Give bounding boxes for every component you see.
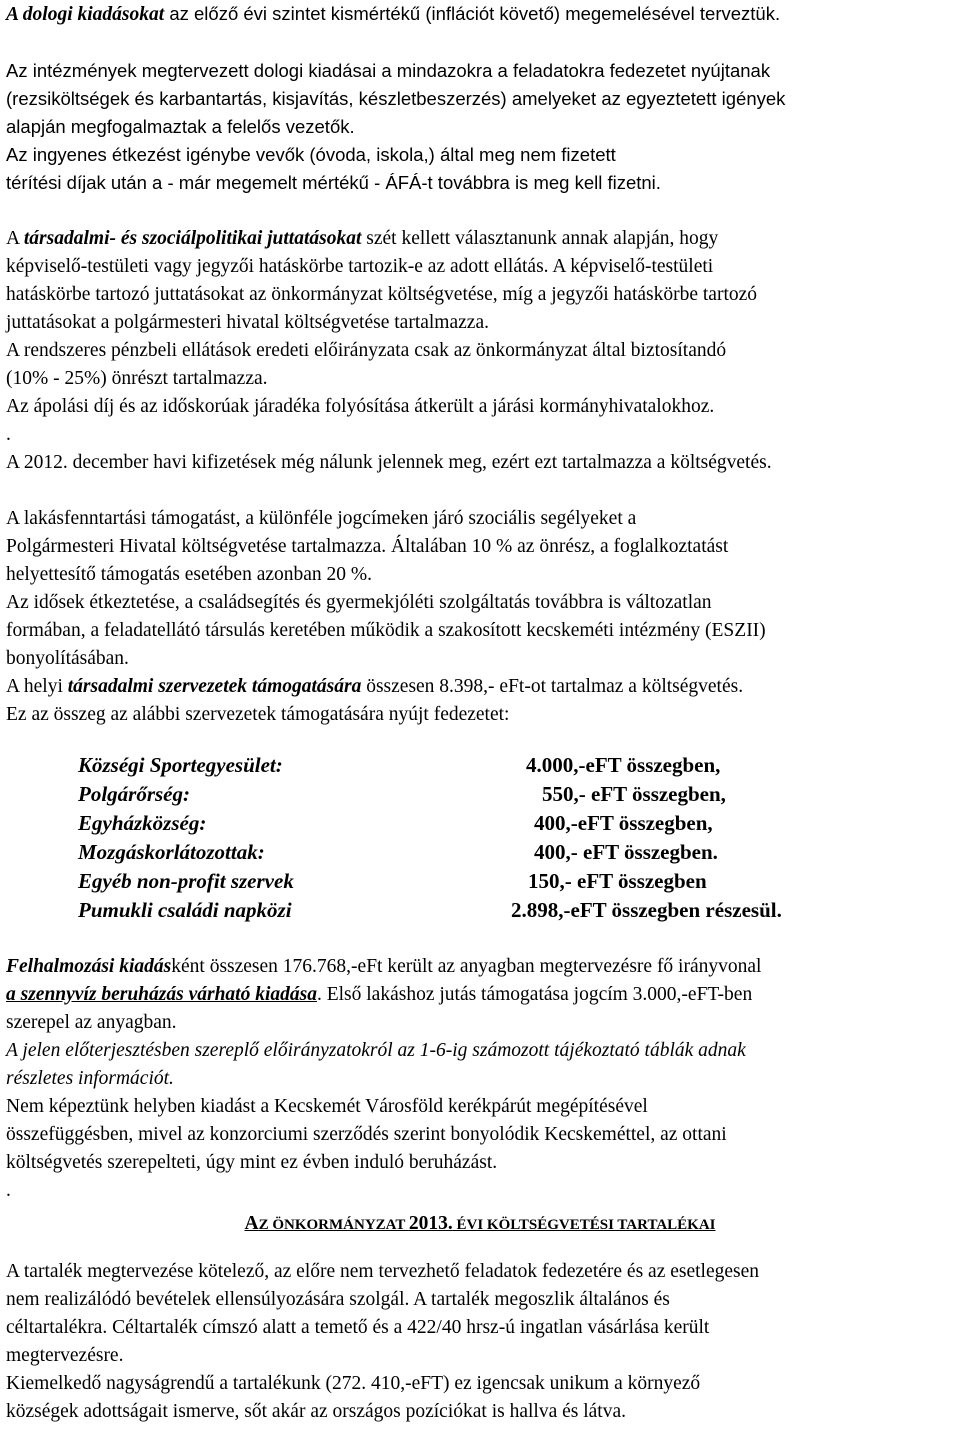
list-item	[6, 840, 954, 870]
document-page	[6, 0, 954, 1426]
org-amount: 150,- eFT összegben	[528, 869, 707, 893]
text-line: Az intézmények megtervezett dologi kiadásai a mindazokra a feladatokra fedezetet nyújtanak	[6, 60, 771, 81]
organization-support-list	[6, 753, 954, 943]
spacer	[6, 29, 954, 57]
heading-year: 2013.	[408, 1213, 453, 1234]
text-line: Nem képeztünk helyben kiadást a Kecskemét Városföld kerékpárút megépítésével	[6, 1096, 648, 1117]
text-fragment: A	[6, 228, 24, 249]
text-line: (rezsiköltségek és karbantartás, kisjavítás, készletbeszerzés) amelyeket az egyeztetett igények	[6, 88, 786, 109]
text-fragment: ként összesen 176.768,-eFt került az anyagban megtervezésre fő irányvonal	[171, 956, 762, 977]
org-amount: 550,- eFT összegben,	[542, 782, 726, 806]
text-line: hatáskörbe tartozó juttatásokat az önkormányzat költségvetése, míg a jegyzői hatáskörbe tartozó	[6, 284, 758, 305]
text-line: .	[6, 1180, 11, 1201]
text-fragment: szét kellett választanunk annak alapján, hogy	[361, 228, 719, 249]
text-line: költségvetés szerepelteti, úgy mint ez évben induló beruházást.	[6, 1152, 498, 1173]
text-line: megtervezésre.	[6, 1345, 124, 1366]
org-name: Egyházközség:	[78, 811, 207, 835]
emphasis-dologi-kiadasok: A dologi kiadásokat	[6, 4, 165, 25]
paragraph-dologi-kiadasok	[6, 0, 954, 29]
text-line: (10% - 25%) önrészt tartalmazza.	[6, 368, 268, 389]
paragraph-intezmenyek	[6, 57, 954, 141]
list-item	[6, 782, 954, 812]
org-name: Pumukli családi napközi	[78, 898, 292, 922]
text-line: Az ápolási díj és az időskorúak járadéka folyósítása átkerült a járási kormányhivatalokhoz.	[6, 396, 715, 417]
text-line: formában, a feladatellátó társulás keretében működik a szakosított kecskeméti intézmény (ESZII)	[6, 620, 766, 641]
text-line: A rendszeres pénzbeli ellátások eredeti előirányzata csak az önkormányzat által biztosítandó	[6, 340, 727, 361]
org-amount: 4.000,-eFT összegben,	[526, 753, 721, 777]
list-item	[6, 753, 954, 783]
org-amount: 2.898,-eFT összegben részesül.	[511, 898, 782, 922]
text-line	[6, 673, 954, 701]
spacer	[6, 943, 954, 953]
text-line: Kiemelkedő nagyságrendű a tartalékunk (272. 410,-eFT) ez igencsak unikum a környező	[6, 1373, 701, 1394]
section-heading-tartalekok	[6, 1209, 954, 1240]
emphasis-tarsadalmi-szervezetek: társadalmi szervezetek támogatására	[67, 676, 362, 697]
list-item	[6, 898, 954, 928]
text-line: összefüggésben, mivel az konzorciumi szerződés szerint bonyolódik Kecskeméttel, az ottani	[6, 1124, 727, 1145]
org-name: Egyéb non-profit szervek	[78, 869, 294, 893]
text-line: A tartalék megtervezése kötelező, az előre nem tervezhető feladatok fedezetére és az esetlegesen	[6, 1261, 760, 1282]
text-fragment: A helyi	[6, 676, 68, 697]
text-line	[6, 981, 954, 1009]
org-name: Polgárőrség:	[78, 782, 190, 806]
text-line: községek adottságait ismerve, sőt akár az országos pozíciókat is hallva és látva.	[6, 1401, 626, 1422]
text-fragment: . Első lakáshoz jutás támogatása jogcím 3.000,-eFT-ben	[316, 984, 753, 1005]
text-line: juttatásokat a polgármesteri hivatal költségvetése tartalmazza.	[6, 312, 489, 333]
paragraph-tartalek	[6, 1258, 954, 1426]
org-name: Községi Sportegyesület:	[78, 753, 283, 777]
paragraph-ingyenes-etkezes	[6, 141, 954, 197]
text-line	[6, 225, 954, 253]
heading-initial: A	[244, 1213, 259, 1234]
text-line: részletes információt.	[6, 1068, 174, 1089]
text-line: helyettesítő támogatás esetében azonban 20 %.	[6, 564, 373, 585]
org-amount: 400,-eFT összegben,	[534, 811, 713, 835]
spacer	[6, 477, 954, 505]
text-line: nem realizálódó bevételek ellensúlyozására szolgál. A tartalék megoszlik általános és	[6, 1289, 670, 1310]
list-item	[6, 869, 954, 899]
text-line: .	[6, 424, 11, 445]
spacer	[6, 1240, 954, 1258]
text-line: Polgármesteri Hivatal költségvetése tartalmazza. Általában 10 % az önrész, a foglalkoztatást	[6, 536, 729, 557]
text-line: szerepel az anyagban.	[6, 1012, 177, 1033]
text-line	[6, 953, 954, 981]
text-line: képviselő-testületi vagy jegyzői hatáskörbe tartozik-e az adott ellátás. A képviselő-testületi	[6, 256, 714, 277]
emphasis-felhalmozasi-kiadas: Felhalmozási kiadás	[6, 956, 172, 977]
emphasis-tarsadalmi-juttatasok: társadalmi- és szociálpolitikai juttatásokat	[23, 228, 362, 249]
list-item	[6, 811, 954, 841]
text-line: alapján megfogalmaztak a felelős vezetők.	[6, 116, 355, 137]
text-line: térítési díjak után a - már megemelt mértékű - ÁFÁ-t továbbra is meg kell fizetni.	[6, 172, 661, 193]
heading-fragment: Z ÖNKORMÁNYZAT	[258, 1217, 409, 1233]
text-line: Ez az összeg az alábbi szervezetek támogatására nyújt fedezetet:	[6, 704, 510, 725]
text-line: az előző évi szintet kismértékű (inflációt követő) megemelésével terveztük.	[164, 3, 781, 24]
text-line: A 2012. december havi kifizetések még nálunk jelennek meg, ezért ezt tartalmazza a költségvetés.	[6, 452, 772, 473]
text-line: A lakásfenntartási támogatást, a különféle jogcímeken járó szociális segélyeket a	[6, 508, 637, 529]
text-line: bonyolításában.	[6, 648, 129, 669]
spacer	[6, 197, 954, 225]
text-line: Az ingyenes étkezést igénybe vevők (óvoda, iskola,) által meg nem fizetett	[6, 144, 616, 165]
text-fragment: összesen 8.398,- eFt-ot tartalmaz a költségvetés.	[361, 676, 744, 697]
paragraph-felhalmozasi-kiadasok	[6, 953, 954, 1205]
text-line: céltartalékra. Céltartalék címszó alatt a temető és a 422/40 hrsz-ú ingatlan vásárlása került	[6, 1317, 710, 1338]
emphasis-szennyviz-beruhazas: a szennyvíz beruházás várható kiadása	[6, 984, 317, 1005]
text-line: Az idősek étkeztetése, a családsegítés és gyermekjóléti szolgáltatás továbbra is változatlan	[6, 592, 712, 613]
org-name: Mozgáskorlátozottak:	[78, 840, 265, 864]
text-line: A jelen előterjesztésben szereplő előirányzatokról az 1-6-ig számozott tájékoztató táblák adnak	[6, 1040, 746, 1061]
paragraph-szocialis-juttatasok	[6, 225, 954, 477]
org-amount: 400,- eFT összegben.	[534, 840, 718, 864]
heading-fragment: ÉVI KÖLTSÉGVETÉSI TARTALÉKAI	[452, 1217, 716, 1233]
paragraph-lakasfenntartas	[6, 505, 954, 729]
